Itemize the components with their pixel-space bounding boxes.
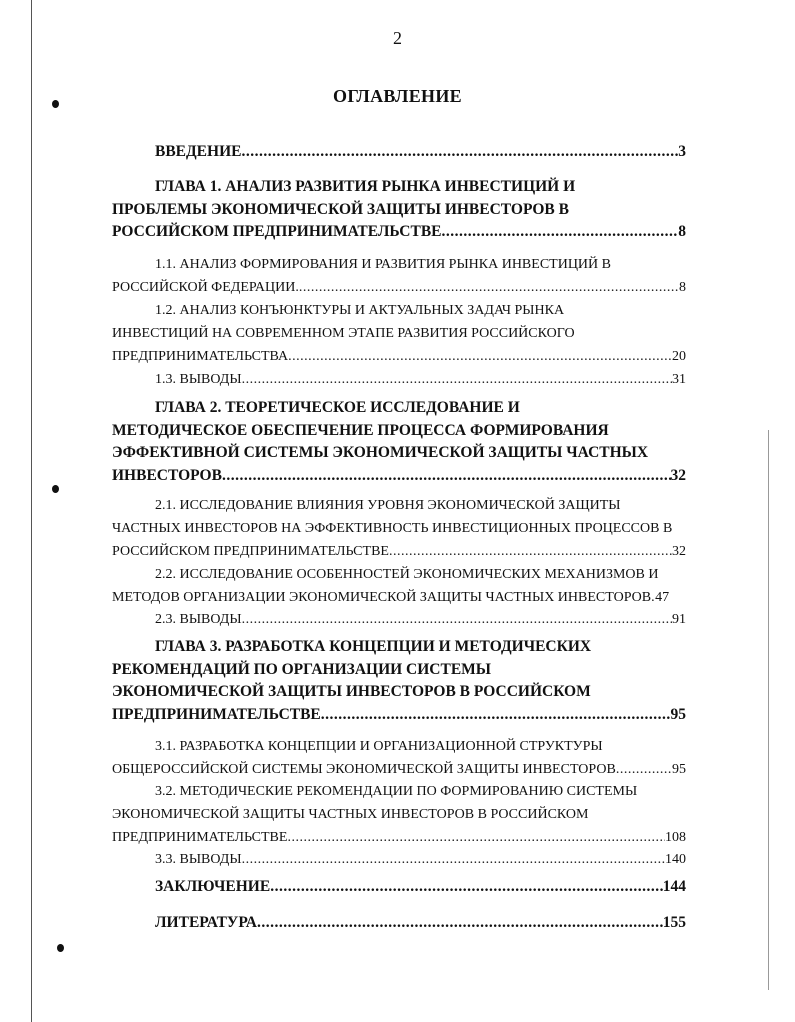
toc-page-number: 3 (678, 143, 686, 160)
toc-entry-chapter-3: ГЛАВА 3. РАЗРАБОТКА КОНЦЕПЦИИ И МЕТОДИЧЕСКИХ РЕКОМЕНДАЦИЙ ПО ОРГАНИЗАЦИИ СИСТЕМЫ ЭКОНОМИЧЕСКОЙ ЗАЩИТЫ ИНВЕСТОРОВ В РОССИЙСКОМ ПРЕДПРИНИМАТЕЛЬСТВЕ ..... 95 (112, 636, 686, 726)
page-number: 2 (393, 28, 402, 48)
toc-entry-chapter-2: ГЛАВА 2. ТЕОРЕТИЧЕСКОЕ ИССЛЕДОВАНИЕ И МЕТОДИЧЕСКОЕ ОБЕСПЕЧЕНИЕ ПРОЦЕССА ФОРМИРОВАНИЯ ЭФФЕКТИВНОЙ СИСТЕМЫ ЭКОНОМИЧЕСКОЙ ЗАЩИТЫ ЧАСТНЫХ ИНВЕСТОРОВ ..... 32 (112, 397, 686, 487)
toc-page-number: 20 (672, 349, 686, 364)
toc-page-number: 32 (672, 544, 686, 559)
toc-page-number: 95 (670, 705, 686, 723)
toc-entry-chapter-1: ГЛАВА 1. АНАЛИЗ РАЗВИТИЯ РЫНКА ИНВЕСТИЦИЙ И ПРОБЛЕМЫ ЭКОНОМИЧЕСКОЙ ЗАЩИТЫ ИНВЕСТОРОВ В РОССИЙСКОМ ПРЕДПРИНИМАТЕЛЬСТВЕ ..... 8 (112, 176, 686, 244)
punch-hole-mark-2 (52, 485, 59, 493)
toc-page-number: 47 (655, 590, 670, 605)
toc-entry-section-2-2: 2.2. ИССЛЕДОВАНИЕ ОСОБЕННОСТЕЙ ЭКОНОМИЧЕСКИХ МЕХАНИЗМОВ И МЕТОДОВ ОРГАНИЗАЦИИ ЭКОНОМИЧЕСКОЙ ЗАЩИТЫ ЧАСТНЫХ ИНВЕСТОРОВ ..... 47 (112, 563, 686, 609)
toc-entry-introduction: ВВЕДЕНИЕ ..... 3 (112, 141, 686, 164)
toc-page-number: 140 (665, 852, 686, 867)
toc-entry-section-1-2: 1.2. АНАЛИЗ КОНЪЮНКТУРЫ И АКТУАЛЬНЫХ ЗАДАЧ РЫНКА ИНВЕСТИЦИЙ НА СОВРЕМЕННОМ ЭТАПЕ РАЗВИТИЯ РОССИЙСКОГО ПРЕДПРИНИМАТЕЛЬСТВА ..... 20 (112, 299, 686, 368)
toc-entry-conclusion: ЗАКЛЮЧЕНИЕ ..... 144 (112, 876, 686, 899)
toc-page-number: 31 (672, 372, 686, 387)
toc-entry-section-2-1: 2.1. ИССЛЕДОВАНИЕ ВЛИЯНИЯ УРОВНЯ ЭКОНОМИЧЕСКОЙ ЗАЩИТЫ ЧАСТНЫХ ИНВЕСТОРОВ НА ЭФФЕКТИВНОСТЬ ИНВЕСТИЦИОННЫХ ПРОЦЕССОВ В РОССИЙСКОМ ПРЕДПРИНИМАТЕЛЬСТВЕ ..... 32 (112, 494, 686, 563)
scan-margin-line-left (31, 0, 32, 1022)
toc-page-number: 95 (672, 762, 686, 777)
toc-page-number: 91 (672, 612, 686, 627)
toc-page-number: 8 (678, 223, 686, 240)
toc-entry-section-1-3: 1.3. ВЫВОДЫ ..... 31 (112, 368, 686, 391)
toc-heading: ОГЛАВЛЕНИЕ (333, 86, 462, 106)
punch-hole-mark-3 (57, 944, 64, 952)
toc-page-number: 155 (662, 914, 686, 931)
toc-entry-literature: ЛИТЕРАТУРА ..... 155 (112, 912, 686, 935)
toc-entry-section-3-3: 3.3. ВЫВОДЫ ..... 140 (112, 848, 686, 871)
toc-page-number: 8 (679, 280, 686, 295)
toc-entry-section-3-1: 3.1. РАЗРАБОТКА КОНЦЕПЦИИ И ОРГАНИЗАЦИОННОЙ СТРУКТУРЫ ОБЩЕРОССИЙСКОЙ СИСТЕМЫ ЭКОНОМИЧЕСКОЙ ЗАЩИТЫ ИНВЕСТОРОВ ..... 95 (112, 735, 686, 781)
toc-page-number: 144 (662, 878, 686, 895)
toc-entry-section-2-3: 2.3. ВЫВОДЫ ..... 91 (112, 608, 686, 631)
toc-page-number: 32 (670, 466, 686, 484)
toc-entry-section-3-2: 3.2. МЕТОДИЧЕСКИЕ РЕКОМЕНДАЦИИ ПО ФОРМИРОВАНИЮ СИСТЕМЫ ЭКОНОМИЧЕСКОЙ ЗАЩИТЫ ЧАСТНЫХ ИНВЕСТОРОВ В РОССИЙСКОМ ПРЕДПРИНИМАТЕЛЬСТВЕ ..... 108 (112, 780, 686, 849)
toc-page-number: 108 (665, 830, 686, 845)
scan-margin-line-right (768, 430, 769, 990)
toc-entry-section-1-1: 1.1. АНАЛИЗ ФОРМИРОВАНИЯ И РАЗВИТИЯ РЫНКА ИНВЕСТИЦИЙ В РОССИЙСКОЙ ФЕДЕРАЦИИ. ..... 8 (112, 253, 686, 299)
